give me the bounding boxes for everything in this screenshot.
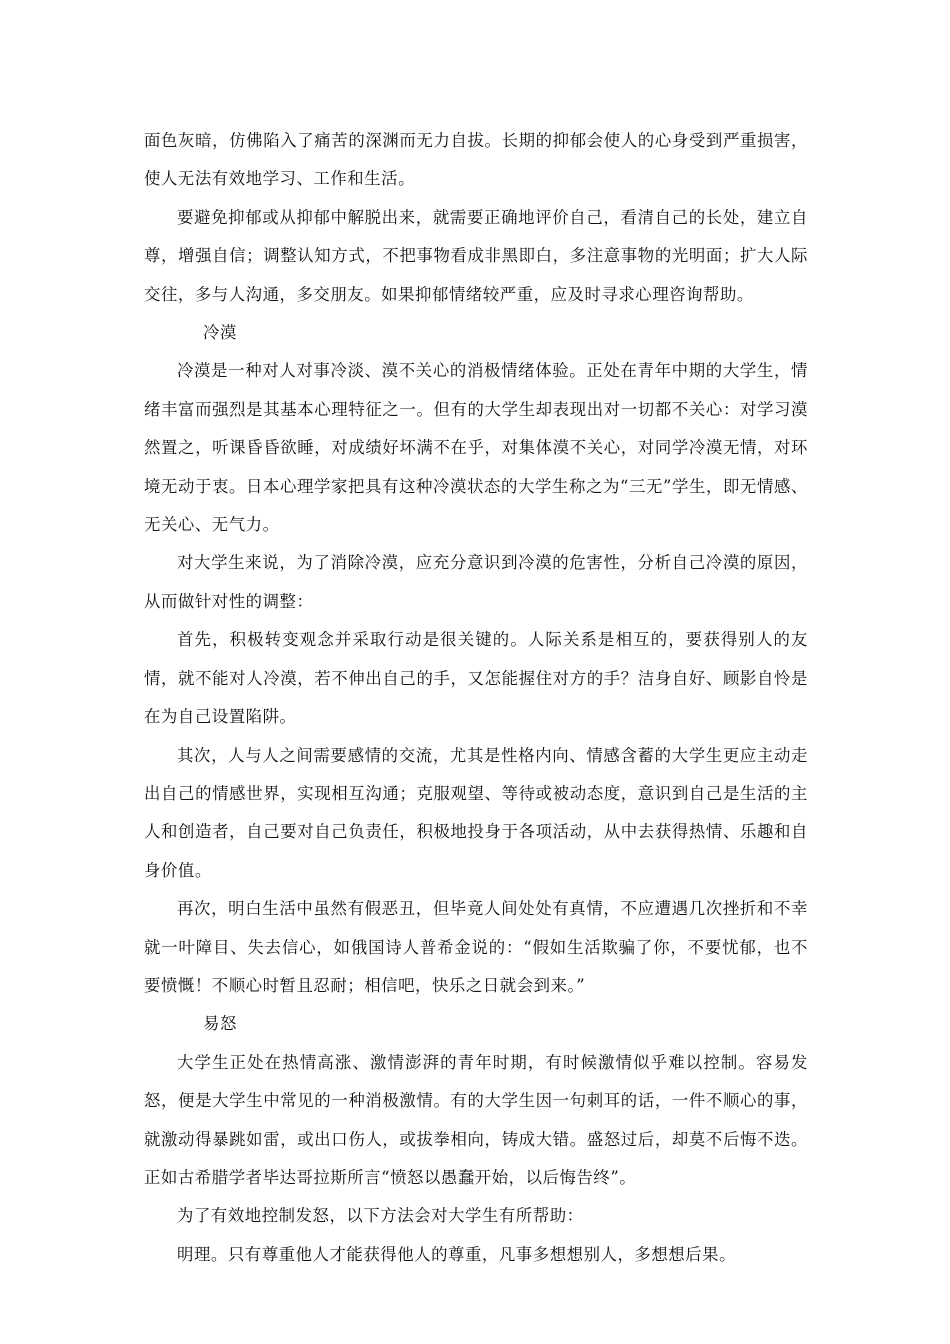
- paragraph: 面色灰暗，仿佛陷入了痛苦的深渊而无力自拔。长期的抑郁会使人的心身受到严重损害，使人无法有效地学习、工作和生活。: [144, 131, 808, 189]
- paragraph: 对大学生来说，为了消除冷漠，应充分意识到冷漠的危害性，分析自己冷漠的原因，从而做针对性的调整：: [144, 553, 808, 611]
- section-heading: 冷漠: [203, 323, 237, 343]
- paragraph: 为了有效地控制发怒，以下方法会对大学生有所帮助：: [177, 1206, 584, 1226]
- paragraph: 要避免抑郁或从抑郁中解脱出来，就需要正确地评价自己，看清自己的长处，建立自尊，增强自信；调整认知方式，不把事物看成非黑即白，多注意事物的光明面；扩大人际交往，多与人沟通，多交朋友。如果抑郁情绪较严重，应及时寻求心理咨询帮助。: [144, 207, 808, 304]
- paragraph: 首先，积极转变观念并采取行动是很关键的。人际关系是相互的，要获得别人的友情，就不能对人冷漠，若不伸出自己的手，又怎能握住对方的手？洁身自好、顾影自怜是在为自己设置陷阱。: [144, 630, 808, 727]
- section-heading: 易怒: [203, 1014, 237, 1034]
- paragraph: 明理。只有尊重他人才能获得他人的尊重，凡事多想想别人，多想想后果。: [177, 1244, 737, 1264]
- document-page: [144, 122, 808, 1274]
- paragraph: 再次，明白生活中虽然有假恶丑，但毕竟人间处处有真情，不应遭遇几次挫折和不幸就一叶障目、失去信心，如俄国诗人普希金说的：“假如生活欺骗了你，不要忧郁，也不要愤慨！不顺心时暂且忍耐；相信吧，快乐之日就会到来。”: [144, 899, 808, 995]
- paragraph: 其次，人与人之间需要感情的交流，尤其是性格内向、情感含蓄的大学生更应主动走出自己的情感世界，实现相互沟通；克服观望、等待或被动态度，意识到自己是生活的主人和创造者，自己要对自己负责任，积极地投身于各项活动，从中去获得热情、乐趣和自身价值。: [144, 745, 808, 880]
- paragraph: 冷漠是一种对人对事冷淡、漠不关心的消极情绪体验。正处在青年中期的大学生，情绪丰富而强烈是其基本心理特征之一。但有的大学生却表现出对一切都不关心：对学习漠然置之，听课昏昏欲睡，对成绩好坏满不在乎，对集体漠不关心，对同学冷漠无情，对环境无动于衷。日本心理学家把具有这种冷漠状态的大学生称之为“三无”学生，即无情感、无关心、无气力。: [144, 361, 808, 535]
- paragraph: 大学生正处在热情高涨、激情澎湃的青年时期，有时候激情似乎难以控制。容易发怒，便是大学生中常见的一种消极激情。有的大学生因一句刺耳的话，一件不顺心的事，就激动得暴跳如雷，或出口伤人，或拔拳相向，铸成大错。盛怒过后，却莫不后悔不迭。正如古希腊学者毕达哥拉斯所言“愤怒以愚蠢开始，以后悔告终”。: [144, 1052, 808, 1187]
